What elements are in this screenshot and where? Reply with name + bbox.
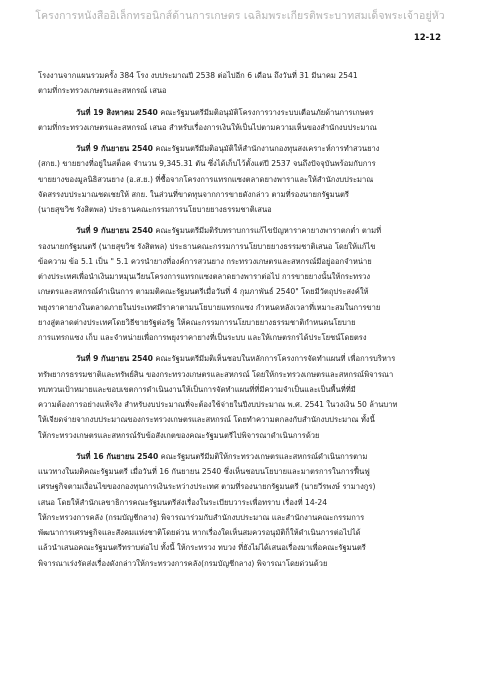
line-text: ทบทวนเป้าหมายและขอบเขตการดำเนินงานให้เป็นการจัดทำแผนที่ที่มีความจำเป็นและเป็นพื้นที่ที่มี xyxy=(38,384,356,394)
line-text: ต่างประเทศเพื่อนำเงินมาหมุนเวียนโครงการแทรกแซงตลาดยางพาราต่อไป การขายยางนั้นให้กระทรวง xyxy=(38,272,371,281)
text-line xyxy=(38,141,450,156)
text-line xyxy=(38,156,450,171)
text-line xyxy=(38,315,450,330)
line-text: การแทรกแซง เก็บ และจำหน่ายเพื่อการพยุงราคายางที่เป็นระบบ และให้เกษตรกรได้ประโยชน์โดยตรง xyxy=(38,333,367,342)
text-line xyxy=(38,495,450,510)
text-line xyxy=(38,105,450,120)
line-text: ข้อความ ข้อ 5.1 เป็น " 5.1 ควรนำยางที่องค์การสวนยาง กระทรวงเกษตรและสหกรณ์มีอยู่ออกจำหน่าย xyxy=(38,256,372,266)
date-heading: วันที่ 19 สิงหาคม 2540 xyxy=(76,107,158,117)
page-header: โครงการหนังสืออิเล็กทรอนิกส์ด้านการเกษตร เฉลิมพระเกียรติพระบาทสมเด็จพระเจ้าอยู่หัว xyxy=(35,10,445,22)
line-text: เกษตรและสหกรณ์ดำเนินการ ตามมติคณะรัฐมนตรีเมื่อวันที่ 4 กุมภาพันธ์ 2540" โดยมีวัตถุประสงค์ให้ xyxy=(38,287,369,297)
text-line xyxy=(38,412,450,427)
text-line xyxy=(38,351,450,366)
line-text: ขายยางของมูลนิธิสวนยาง (อ.ส.ย.) ที่ซื้อจากโครงการแทรกแซงตลาดยางพาราและให้สำนักงบประมาณ xyxy=(38,174,374,184)
text-line xyxy=(38,464,450,479)
line-text: ตามที่กระทรวงเกษตรและสหกรณ์ เสนอ สำหรับเรื่องการเงินให้เป็นไปตามความเห็นของสำนักงบประมาณ xyxy=(38,122,377,132)
line-text: ยางสู่ตลาดต่างประเทศโดยวิธีขายรัฐต่อรัฐ ให้คณะกรรมการนโยบายยางธรรมชาติกำหนดนโยบาย xyxy=(38,317,356,327)
text-line xyxy=(38,428,450,443)
line-text: โรงงานจากแผนรวมครั้ง 384 โรง งบประมาณปี 2538 ต่อไปอีก 6 เดือน ถึงวันที่ 31 มีนาคม 2541 xyxy=(38,71,358,80)
line-text: แล้วนำเสนอคณะรัฐมนตรีทราบต่อไป ทั้งนี้ ให้กระทรวง ทบวง ที่ยังไม่ได้เสนอเรื่องมาเพื่อคณะรัฐมนตรี xyxy=(38,543,366,553)
line-text: พัฒนาการเศรษฐกิจและสังคมแห่งชาติโดยด่วน หากเรื่องใดเห็นสมควรอนุมัติก็ให้ดำเนินการต่อไปได้ xyxy=(38,528,361,537)
line-text: เศรษฐกิจตามเงื่อนไขของกองทุนการเงินระหว่างประเทศ ตามที่รองนายกรัฐมนตรี (นายวีรพงษ์ รามางกูร) xyxy=(38,482,376,492)
line-text: จัดสรรงบประมาณชดเชยให้ สกย. ในส่วนที่ขาดทุนจากการขายดังกล่าว ตามที่รองนายกรัฐมนตรี xyxy=(38,189,350,199)
text-line xyxy=(38,449,450,464)
date-heading: วันที่ 9 กันยายน 2540 xyxy=(76,144,153,153)
line-text: คณะรัฐมนตรีมีมติรับทราบการแก้ไขปัญหาราคายางพาราตกต่ำ ตามที่ xyxy=(152,226,382,236)
paragraph xyxy=(38,105,450,136)
date-heading: วันที่ 9 กันยายน 2540 xyxy=(76,226,153,236)
text-line xyxy=(38,120,450,135)
text-line xyxy=(38,172,450,187)
line-text: ให้กระทรวงการคลัง (กรมบัญชีกลาง) พิจารณาร่วมกับสำนักงบประมาณ และสำนักงานคณะกรรมการ xyxy=(38,512,365,522)
document-body xyxy=(38,68,450,577)
paragraph xyxy=(38,449,450,571)
line-text: ตามที่กระทรวงเกษตรและสหกรณ์ เสนอ xyxy=(38,86,167,96)
text-line xyxy=(38,300,450,315)
line-text: คณะรัฐมนตรีมีมติอนุมัติโครงการวางระบบเตือนภัยด้านการเกษตร xyxy=(157,107,374,117)
line-text: (สกย.) ขายยางที่อยู่ในสต็อค จำนวน 9,345.31 ตัน ซึ่งได้เก็บไว้ตั้งแต่ปี 2537 จนถึงปัจจุบันพร้อมกับการ xyxy=(38,159,376,169)
date-heading: วันที่ 9 กันยายน 2540 xyxy=(76,354,153,364)
text-line xyxy=(38,83,450,98)
line-text: ให้เจียดจ่ายจากงบประมาณของกระทรวงเกษตรและสหกรณ์ โดยทำความตกลงกับสำนักงบประมาณ ทั้งนี้ xyxy=(38,415,375,425)
text-line xyxy=(38,397,450,412)
line-text: คณะรัฐมนตรีมีมติอนุมัติให้สำนักงานกองทุนสงเคราะห์การทำสวนยาง xyxy=(152,144,380,153)
text-line xyxy=(38,254,450,269)
date-heading: วันที่ 16 กันยายน 2540 xyxy=(76,451,159,461)
text-line xyxy=(38,556,450,571)
text-line xyxy=(38,382,450,397)
text-line xyxy=(38,202,450,217)
line-text: (นายสุขวิช รังสิตพล) ประธานคณะกรรมการนโยบายยางธรรมชาติเสนอ xyxy=(38,205,272,214)
paragraph xyxy=(38,68,450,99)
text-line xyxy=(38,269,450,284)
line-text: ให้กระทรวงเกษตรและสหกรณ์รับข้อสังเกตของคณะรัฐมนตรีไปพิจารณาดำเนินการด้วย xyxy=(38,430,320,440)
text-line xyxy=(38,510,450,525)
line-text: แนวทางในมติคณะรัฐมนตรี เมื่อวันที่ 16 กันยายน 2540 ซึ่งเห็นชอบนโยบายและมาตรการในการฟื้นฟู xyxy=(38,467,370,476)
text-line xyxy=(38,187,450,202)
text-line xyxy=(38,223,450,238)
line-text: ทรัพยากรธรรมชาติและทรัพย์สิน ของกระทรวงเกษตรและสหกรณ์ โดยให้กระทรวงเกษตรและสหกรณ์พิจารณา xyxy=(38,369,394,379)
page-number: 12-12 xyxy=(413,33,441,43)
paragraph xyxy=(38,223,450,345)
line-text: รองนายกรัฐมนตรี (นายสุขวิช รังสิตพล) ประธานคณะกรรมการนโยบายยางธรรมชาติเสนอ โดยให้แก้ไข xyxy=(38,241,376,251)
line-text: พิจารณาเร่งรัดส่งเรื่องดังกล่าวให้กระทรวงการคลัง(กรมบัญชีกลาง) พิจารณาโดยด่วนด้วย xyxy=(38,558,328,568)
paragraph xyxy=(38,141,450,217)
line-text: ความต้องการอย่างแท้จริง สำหรับงบประมาณที่จะต้องใช้จ่ายในปีงบประมาณ พ.ศ. 2541 ในวงเงิน 50 ล้านบาท xyxy=(38,400,398,409)
text-line xyxy=(38,68,450,83)
line-text: คณะรัฐมนตรีมีมติให้กระทรวงเกษตรและสหกรณ์ดำเนินการตาม xyxy=(158,451,368,461)
line-text: คณะรัฐมนตรีมีมติเห็นชอบในหลักการโครงการจัดทำแผนที่ เพื่อการบริหาร xyxy=(152,354,396,364)
text-line xyxy=(38,330,450,345)
paragraph xyxy=(38,351,450,443)
text-line xyxy=(38,525,450,540)
text-line xyxy=(38,239,450,254)
line-text: เสนอ โดยให้สำนักเลขาธิการคณะรัฐมนตรีส่งเรื่องในระเบียบวาระเพื่อทราบ เรื่องที่ 14-24 xyxy=(38,497,328,507)
line-text: พยุงราคายางในตลาดภายในประเทศมีราคาตามนโยบายแทรกแซง กำหนดหลังเวลาที่เหมาะสมในการขาย xyxy=(38,302,381,312)
text-line xyxy=(38,540,450,555)
text-line xyxy=(38,284,450,299)
text-line xyxy=(38,479,450,494)
text-line xyxy=(38,367,450,382)
